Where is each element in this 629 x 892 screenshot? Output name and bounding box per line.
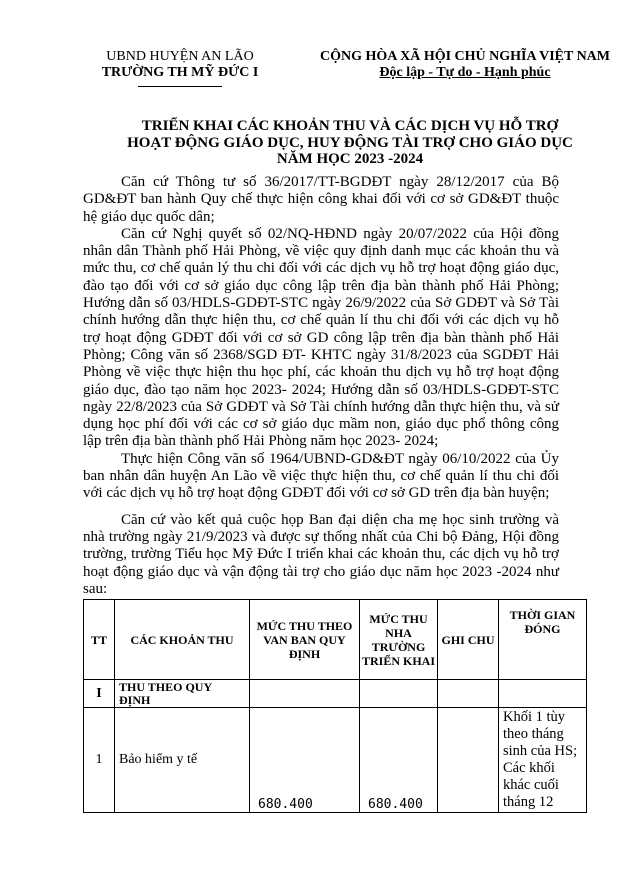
national-heading (300, 49, 629, 81)
table-row (84, 708, 587, 813)
row-tt: 1 (84, 708, 115, 813)
paragraph: Thực hiện Công văn số 1964/UBND-GD&ĐT ngày 06/10/2022 của Ủy ban nhân dân huyện An Lão về việc thực hiện thu, cơ chế quản lí thu chi đối với các dịch vụ hỗ trợ hoạt động GDĐT đối với cơ sở GD trên địa bàn huyện; (83, 450, 559, 502)
table-section-row (84, 680, 587, 708)
table-header-row (84, 600, 587, 680)
title-line: NĂM HỌC 2023 -2024 (276, 151, 424, 167)
nation-name: CỘNG HÒA XÃ HỘI CHỦ NGHĨA VIỆT NAM (319, 49, 610, 64)
document-title (83, 118, 617, 168)
title-line: HOẠT ĐỘNG GIÁO DỤC, HUY ĐỘNG TÀI TRỢ CHO GIÁO DỤC (127, 134, 573, 151)
empty-cell (499, 680, 587, 708)
empty-cell (360, 680, 438, 708)
section-tt: I (84, 680, 115, 708)
fees-table (83, 599, 587, 813)
row-note (438, 708, 499, 813)
paragraph: Căn cứ Nghị quyết số 02/NQ-HĐND ngày 20/07/2022 của Hội đồng nhân dân Thành phố Hải Phòng, về việc quy định danh mục các khoản thu và mức thu, cơ chế quản lý thu chi đối với các dịch vụ hỗ trợ hoạt động giáo dục, đào tạo đối với cơ sở giáo dục công lập trên địa bàn thành phố Hải Phòng; Hướng dẫn số 03/HDLS-GDĐT-STC ngày 26/9/2022 của Sở GDĐT và Sở Tài chính hướng dẫn thực hiện thu, cơ chế quản lí thu chi đối với các dịch vụ hỗ trợ hoạt động GDĐT đối với cơ sở GD công lập trên địa bàn thành phố Hải Phòng; Công văn số 2368/SGD ĐT- KHTC ngày 31/8/2023 của SGDĐT Hải Phòng về việc thực hiện thu học phí, các khoản thu dịch vụ hỗ trợ hoạt động giáo dục, đào tạo năm học 2023- 2024; Hướng dẫn số 03/HDLS-GDĐT-STC ngày 22/8/2023 của Sở GDĐT và Sở Tài chính hướng dẫn thực hiện thu, và sử dụng học phí đối với các cơ sở giáo dục mầm non, giáo dục phổ thông công lập trên địa bàn thành phố Hải Phòng năm học 2023- 2024; (83, 225, 559, 450)
col-time: THỜI GIAN ĐÓNG (499, 600, 587, 680)
paragraph: Căn cứ Thông tư số 36/2017/TT-BGDĐT ngày 28/12/2017 của Bộ GD&ĐT ban hành Quy chế thực hiện công khai đối với cơ sở GD&ĐT thuộc hệ giáo dục quốc dân; (83, 174, 559, 225)
row-school: 680.400 (360, 708, 438, 813)
divider (138, 86, 222, 87)
empty-cell (438, 680, 499, 708)
section-label: THU THEO QUY ĐỊNH (115, 680, 250, 708)
col-item: CÁC KHOẢN THU (115, 600, 250, 680)
col-school: MỨC THU NHA TRƯỜNG TRIỂN KHAI (360, 600, 438, 680)
row-time: Khối 1 tùy theo tháng sinh của HS; Các khối khác cuối tháng 12 (499, 708, 587, 813)
school-name: TRƯỜNG TH MỸ ĐỨC I (101, 65, 259, 80)
col-note: GHI CHU (438, 600, 499, 680)
motto: Độc lập - Tự do - Hạnh phúc (379, 65, 551, 80)
col-tt: TT (84, 600, 115, 680)
paragraph: Căn cứ vào kết quả cuộc họp Ban đại diện cha mẹ học sinh trường và nhà trường ngày 21/9/2023 và được sự thống nhất của Chi bộ Đảng, Hội đồng trường, trường Tiểu học Mỹ Đức I triển khai các khoản thu, các dịch vụ hỗ trợ hoạt động giáo dục và vận động tài trợ cho giáo dục năm học 2023 -2024 như sau: (83, 511, 559, 597)
row-regulated: 680.400 (250, 708, 360, 813)
row-item: Bảo hiểm y tế (115, 708, 250, 813)
col-regulated: MỨC THU THEO VAN BAN QUY ĐỊNH (250, 600, 360, 680)
document-body (83, 174, 559, 598)
empty-cell (250, 680, 360, 708)
authority-name: UBND HUYỆN AN LÃO (106, 49, 254, 64)
issuer-block (90, 49, 270, 87)
title-line: TRIỂN KHAI CÁC KHOẢN THU VÀ CÁC DỊCH VỤ HỖ TRỢ (141, 118, 559, 134)
